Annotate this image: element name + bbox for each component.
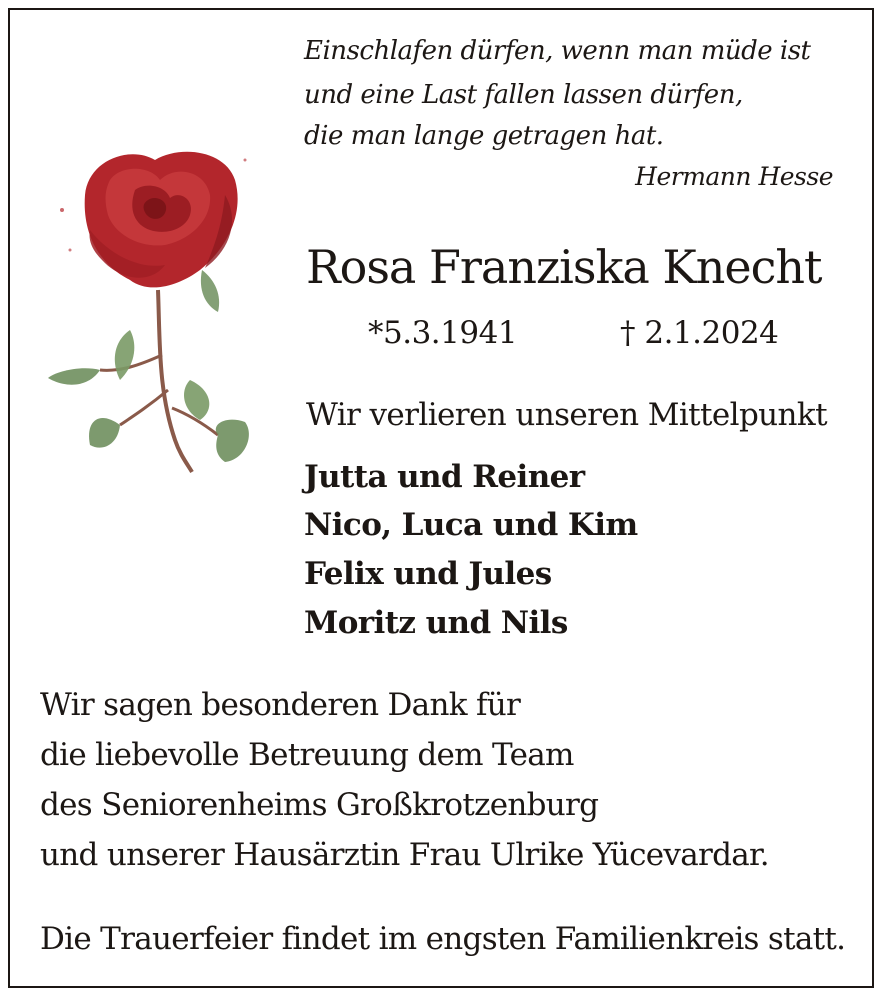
birth-date: *5.3.1941 — [368, 315, 518, 351]
quote-author: Hermann Hesse — [635, 162, 833, 191]
mourner-line: Jutta und Reiner — [304, 459, 585, 495]
red-rose-watercolor-icon — [40, 140, 280, 500]
mourning-intro: Wir verlieren unseren Mittelpunkt — [306, 397, 827, 433]
quote-line-3: die man lange getragen hat. — [304, 121, 664, 151]
quote-line-2: und eine Last fallen lassen dürfen, — [304, 80, 743, 110]
mourner-line: Moritz und Nils — [304, 605, 568, 641]
deceased-name: Rosa Franziska Knecht — [306, 240, 822, 294]
death-date: † 2.1.2024 — [620, 315, 779, 351]
thanks-line: des Seniorenheims Großkrotzenburg — [40, 787, 599, 823]
quote-line-1: Einschlafen dürfen, wenn man müde ist — [304, 36, 811, 66]
mourner-line: Felix und Jules — [304, 556, 552, 592]
thanks-line: Wir sagen besonderen Dank für — [40, 687, 521, 723]
funeral-note: Die Trauerfeier findet im engsten Familienkreis statt. — [40, 921, 846, 957]
thanks-line: die liebevolle Betreuung dem Team — [40, 737, 574, 773]
mourner-line: Nico, Luca und Kim — [304, 507, 638, 543]
thanks-line: und unserer Hausärztin Frau Ulrike Yücevardar. — [40, 837, 769, 873]
